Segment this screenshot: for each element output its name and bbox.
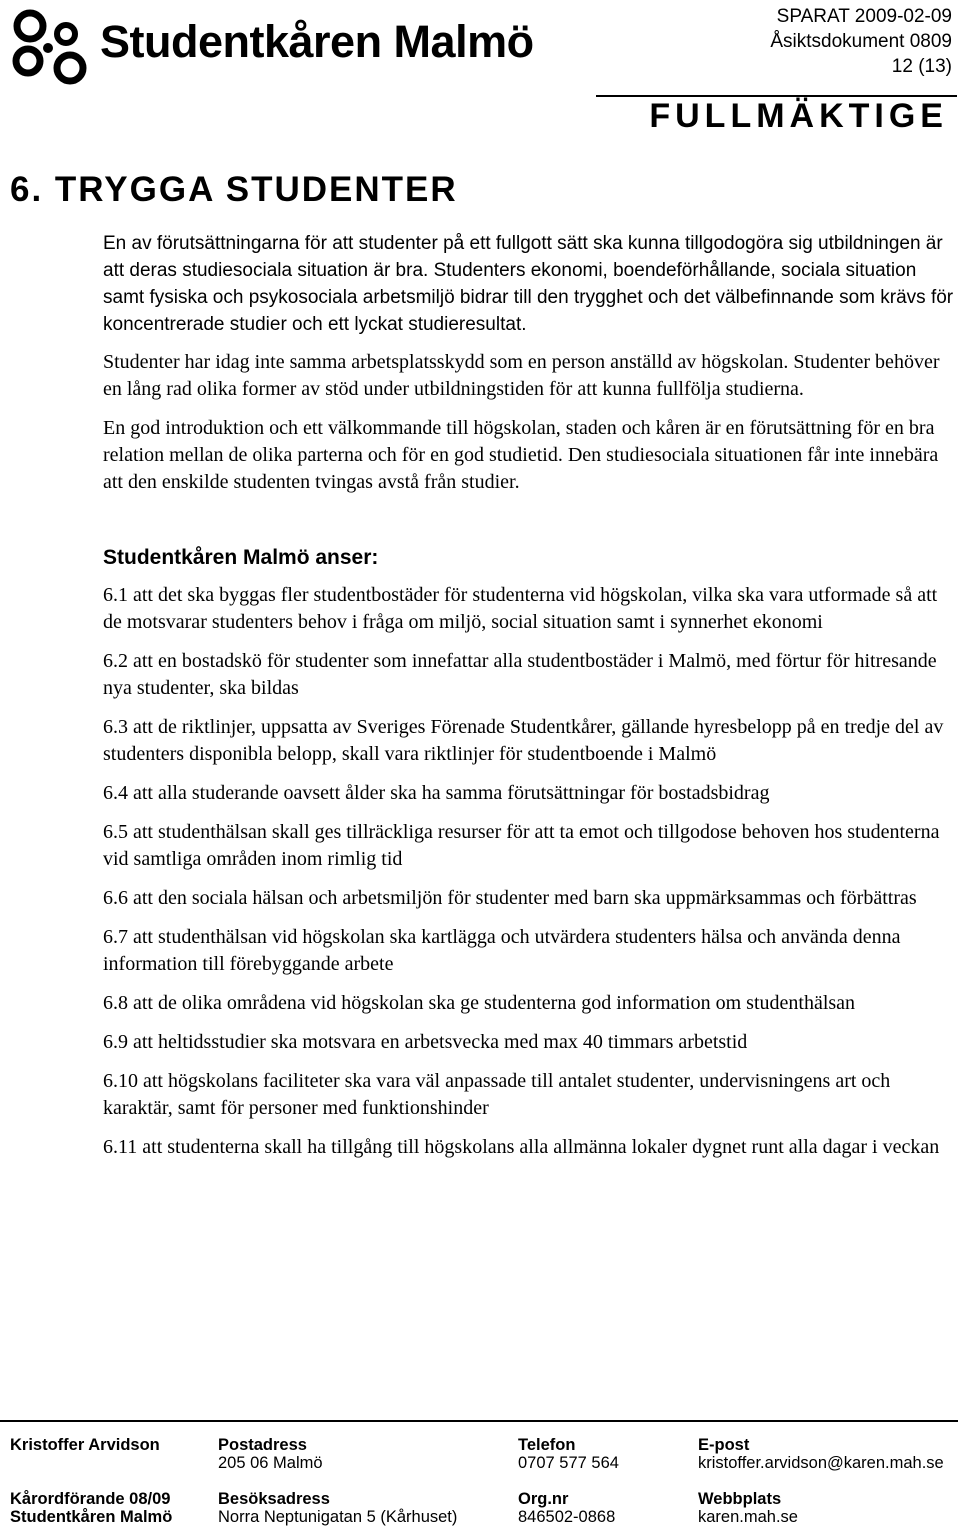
page-number: 12 (13) [891, 56, 952, 77]
list-item: 6.10 att högskolans faciliteter ska vara väl anpassade till antalet studenter, undervisningens art och karaktär, samt för personer med funktionshinder [103, 1070, 891, 1119]
document-name: Åsiktsdokument 0809 [770, 31, 952, 52]
list-item: 6.6 att den sociala hälsan och arbetsmiljön för studenter med barn ska uppmärksammas och förbättras [103, 887, 917, 909]
list-item: 6.5 att studenthälsan skall ges tillräckliga resurser för att ta emot och tillgodose behoven hos studenterna vid samtliga områden inom rimlig tid [103, 821, 940, 870]
list-item: 6.4 att alla studerande oavsett ålder ska ha samma förutsättningar för bostadsbidrag [103, 782, 770, 804]
paragraph: En god introduktion och ett välkommande till högskolan, staden och kåren är en förutsättning för en bra relation mellan de olika parterna och för en god studietid. Den studiesociala situationen får inte innebära att den enskilde studenten tvingas avstå från studier. [103, 417, 939, 493]
list-item: 6.2 att en bostadskö för studenter som innefattar alla studentbostäder i Malmö, med förtur för hitresande nya studenter, ska bildas [103, 650, 937, 699]
footer-webb-label: Webbplats [698, 1490, 782, 1508]
footer-orgnr: 846502-0868 [518, 1508, 616, 1526]
page-title: 6. TRYGGA STUDENTER [10, 170, 458, 209]
list-item: 6.8 att de olika områdena vid högskolan ska ge studenterna god information om studenthälsan [103, 992, 856, 1014]
footer-orgnr-label: Org.nr [518, 1490, 569, 1508]
logo-wordmark: Studentkåren Malmö [100, 16, 534, 67]
footer-postadress: 205 06 Malmö [218, 1454, 323, 1472]
footer-divider [0, 1420, 958, 1422]
footer-besoksadress: Norra Neptunigatan 5 (Kårhuset) [218, 1508, 458, 1526]
section-label: FULLMÄKTIGE [649, 97, 948, 135]
footer-org: Studentkåren Malmö [10, 1508, 173, 1526]
footer-postadress-label: Postadress [218, 1436, 307, 1454]
footer-telefon: 0707 577 564 [518, 1454, 619, 1472]
footer-webb-link[interactable]: karen.mah.se [698, 1508, 798, 1526]
footer-epost-label: E-post [698, 1436, 750, 1454]
paragraph: Studenter har idag inte samma arbetsplatsskydd som en person anställd av högskolan. Studenter behöver en lång rad olika former av stöd under utbildningstiden för att kunna fullfölja studierna. [103, 351, 940, 400]
footer-name: Kristoffer Arvidson [10, 1436, 160, 1454]
intro-paragraph: En av förutsättningarna för att studenter på ett fullgott sätt ska kunna tillgodogöra sig utbildningen är att deras studiesociala situation är bra. Studenters ekonomi, boendeförhållande, sociala situation samt fysiska och psykosociala arbetsmiljö bidrar till den trygghet och det välbefinnande som krävs för koncentrerade studier och ett lyckat studieresultat. [103, 233, 954, 335]
document-body [103, 230, 958, 1173]
logo-mark-icon [8, 6, 108, 86]
section-subheading: Studentkåren Malmö anser: [103, 546, 379, 569]
list-item: 6.1 att det ska byggas fler studentbostäder för studenterna vid högskolan, vilka ska vara utformade så att de motsvarar studenters behov i fråga om miljö, social situation samt i synnerhet ekonomi [103, 584, 938, 633]
footer-telefon-label: Telefon [518, 1436, 576, 1454]
list-item: 6.9 att heltidsstudier ska motsvara en arbetsvecka med max 40 timmars arbetstid [103, 1031, 748, 1053]
footer-besoksadress-label: Besöksadress [218, 1490, 330, 1508]
footer-epost-link[interactable]: kristoffer.arvidson@karen.mah.se [698, 1454, 944, 1472]
list-item: 6.7 att studenthälsan vid högskolan ska kartlägga och utvärdera studenters hälsa och använda denna information till förebyggande arbete [103, 926, 901, 975]
list-item: 6.11 att studenterna skall ha tillgång till högskolans alla allmänna lokaler dygnet runt alla dagar i veckan [103, 1136, 940, 1158]
save-status: SPARAT 2009-02-09 [776, 6, 952, 27]
list-item: 6.3 att de riktlinjer, uppsatta av Sveriges Förenade Studentkårer, gällande hyresbelopp på en tredje del av studenters disponibla belopp, skall vara riktlinjer för studentboende i Malmö [103, 716, 944, 765]
footer-role: Kårordförande 08/09 [10, 1490, 171, 1508]
